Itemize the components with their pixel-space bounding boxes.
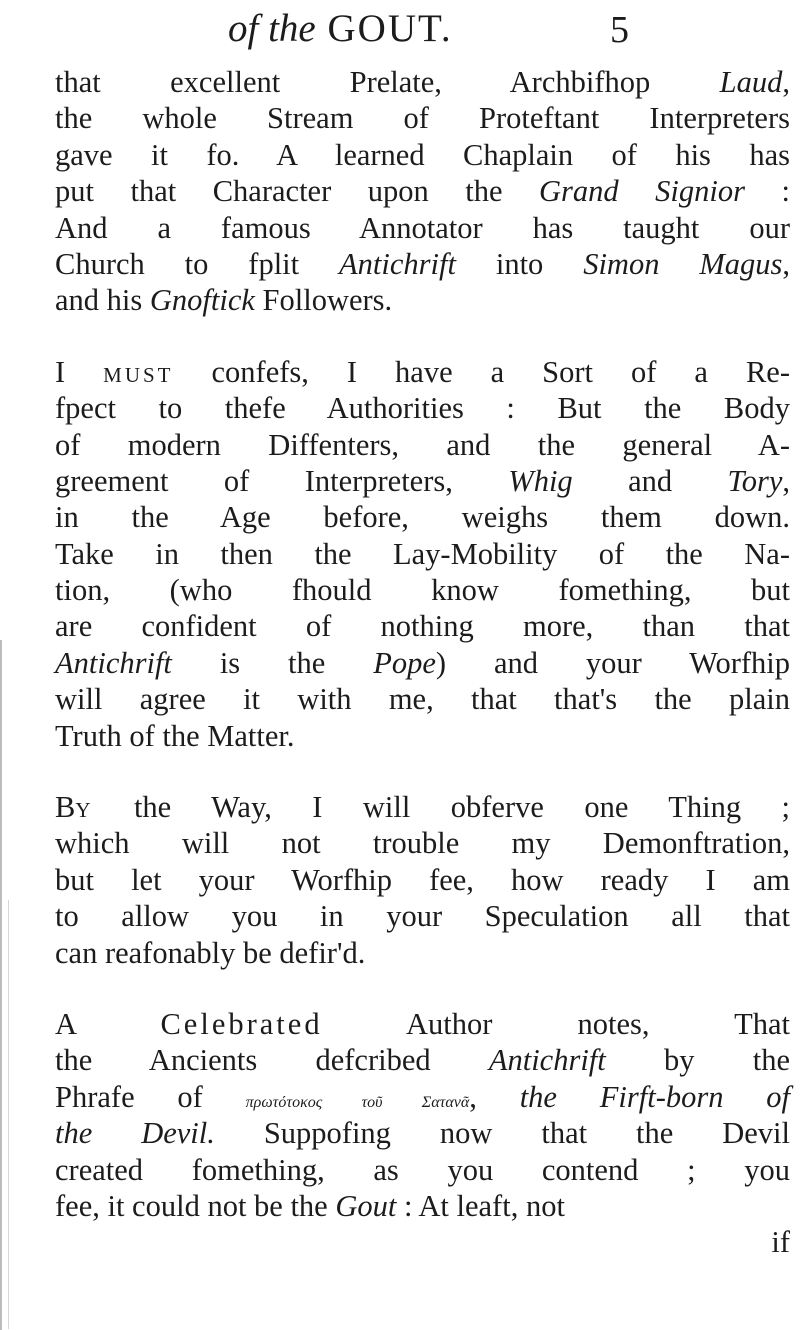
text-line [55,137,790,173]
text-segment: : At leaft, not [396,1188,565,1223]
small-caps-segment: Y [75,798,94,823]
text-line [55,499,790,535]
text-segment: , [782,65,790,99]
text-line [55,463,790,499]
body-text [55,64,790,1261]
text-line [55,718,790,754]
text-segment: but let your Worfhip fee, how ready I am [55,862,790,897]
text-segment: And a famous Annotator has taught our [55,210,790,245]
text-segment: I [55,354,104,389]
text-segment: the whole Stream of Proteftant Interpreters [55,101,790,136]
text-line [55,246,790,282]
text-line [55,427,790,463]
text-segment: Phrafe of [55,1079,246,1114]
text-segment: Author notes, That [322,1006,790,1041]
text-line [55,608,790,644]
text-segment: Followers. [254,283,393,318]
italic-segment: the Devil. [55,1116,215,1151]
text-segment: ) and your Worfhip [435,645,791,680]
greek-phrase: πρωτότοκος τοῦ Σατανᾶ [245,1093,470,1111]
italic-segment: Grand Signior [539,174,745,209]
paragraph-gap [55,754,790,789]
paragraph-gap [55,319,790,354]
text-line [55,1152,790,1188]
italic-segment: Tory [727,463,783,498]
text-line [55,1115,790,1151]
paragraph-gap [55,971,790,1006]
text-line [55,681,790,717]
text-line [55,572,790,608]
text-segment: and [572,463,728,498]
text-line [55,1042,790,1078]
text-segment: to allow you in your Speculation all that [55,899,790,934]
text-segment: , [782,246,791,281]
small-caps-segment: MUST [103,362,174,387]
text-line [55,100,790,136]
text-line [55,789,790,825]
italic-segment: Pope [373,645,436,680]
running-header [0,4,800,64]
italic-segment: Antichrift [55,645,172,680]
text-segment: into [455,246,584,281]
italic-segment: Simon Magus [583,246,783,281]
italic-segment: the Firft-born of [519,1079,791,1114]
text-segment: : [745,174,790,209]
running-title-word: GOUT. [327,7,453,50]
text-segment: confefs, I have a Sort of a Re- [173,354,790,389]
text-segment: created fomething, as you contend ; you [55,1152,790,1187]
text-segment: the Way, I will obferve one Thing ; [93,790,790,825]
italic-segment: Antichrift [488,1043,606,1078]
text-segment: greement of Interpreters, [55,463,509,498]
text-line [55,1188,790,1224]
text-segment: that excellent Prelate, Archbifhop [55,65,720,99]
text-segment: fee, it could not be the [55,1188,336,1223]
text-line [55,210,790,246]
binding-edge-shadow-inner [8,900,9,1329]
text-line [55,390,790,426]
italic-segment: Antichrift [339,246,456,281]
letterspaced-word: Celebrated [160,1006,323,1041]
binding-edge-shadow [0,640,2,1330]
text-segment: put that Character upon the [55,174,540,209]
text-segment: A [55,1006,161,1041]
text-segment: tion, (who fhould know fomething, but [55,573,790,608]
text-segment: Church to fplit [55,246,340,281]
text-segment: Take in then the Lay-Mobility of the Na- [55,536,790,571]
page-number: 5 [610,9,629,51]
running-title-prefix: of the [228,7,316,50]
text-line [55,1006,790,1042]
text-segment: will agree it with me, that that's the plain [55,682,790,717]
text-segment: Truth of the Matter. [55,718,295,753]
italic-segment: Laud [719,65,783,99]
text-line [55,1079,790,1115]
text-line [55,536,790,572]
italic-segment: Gnoftick [149,283,255,318]
text-segment: and his [55,283,150,318]
italic-segment: Gout [335,1188,397,1223]
text-segment: by the [605,1043,790,1078]
text-line [55,645,790,681]
text-segment: can reafonably be defir'd. [55,935,366,970]
text-line [55,935,790,971]
italic-segment: Whig [508,463,573,498]
text-line [55,354,790,390]
text-segment: B [55,790,76,825]
text-segment: Suppofing now that the Devil [214,1116,790,1151]
text-segment: , [782,463,790,498]
text-line [55,173,790,209]
text-segment: , [469,1079,520,1114]
text-segment: is the [171,645,374,680]
text-line [55,825,790,861]
text-segment: which will not trouble my Demonftration, [55,826,790,861]
text-segment: in the Age before, weighs them down. [55,500,790,535]
text-segment: the Ancients defcribed [55,1043,489,1078]
text-line [55,898,790,934]
text-segment: are confident of nothing more, than that [55,609,790,644]
text-line [55,64,790,100]
text-segment: fpect to thefe Authorities : But the Body [55,391,790,426]
text-segment: of modern Diffenters, and the general A- [55,427,790,462]
text-segment: gave it fo. A learned Chaplain of his has [55,137,790,172]
text-line [55,282,790,318]
running-title [228,6,453,51]
catchword: if [771,1225,790,1260]
text-line [55,862,790,898]
